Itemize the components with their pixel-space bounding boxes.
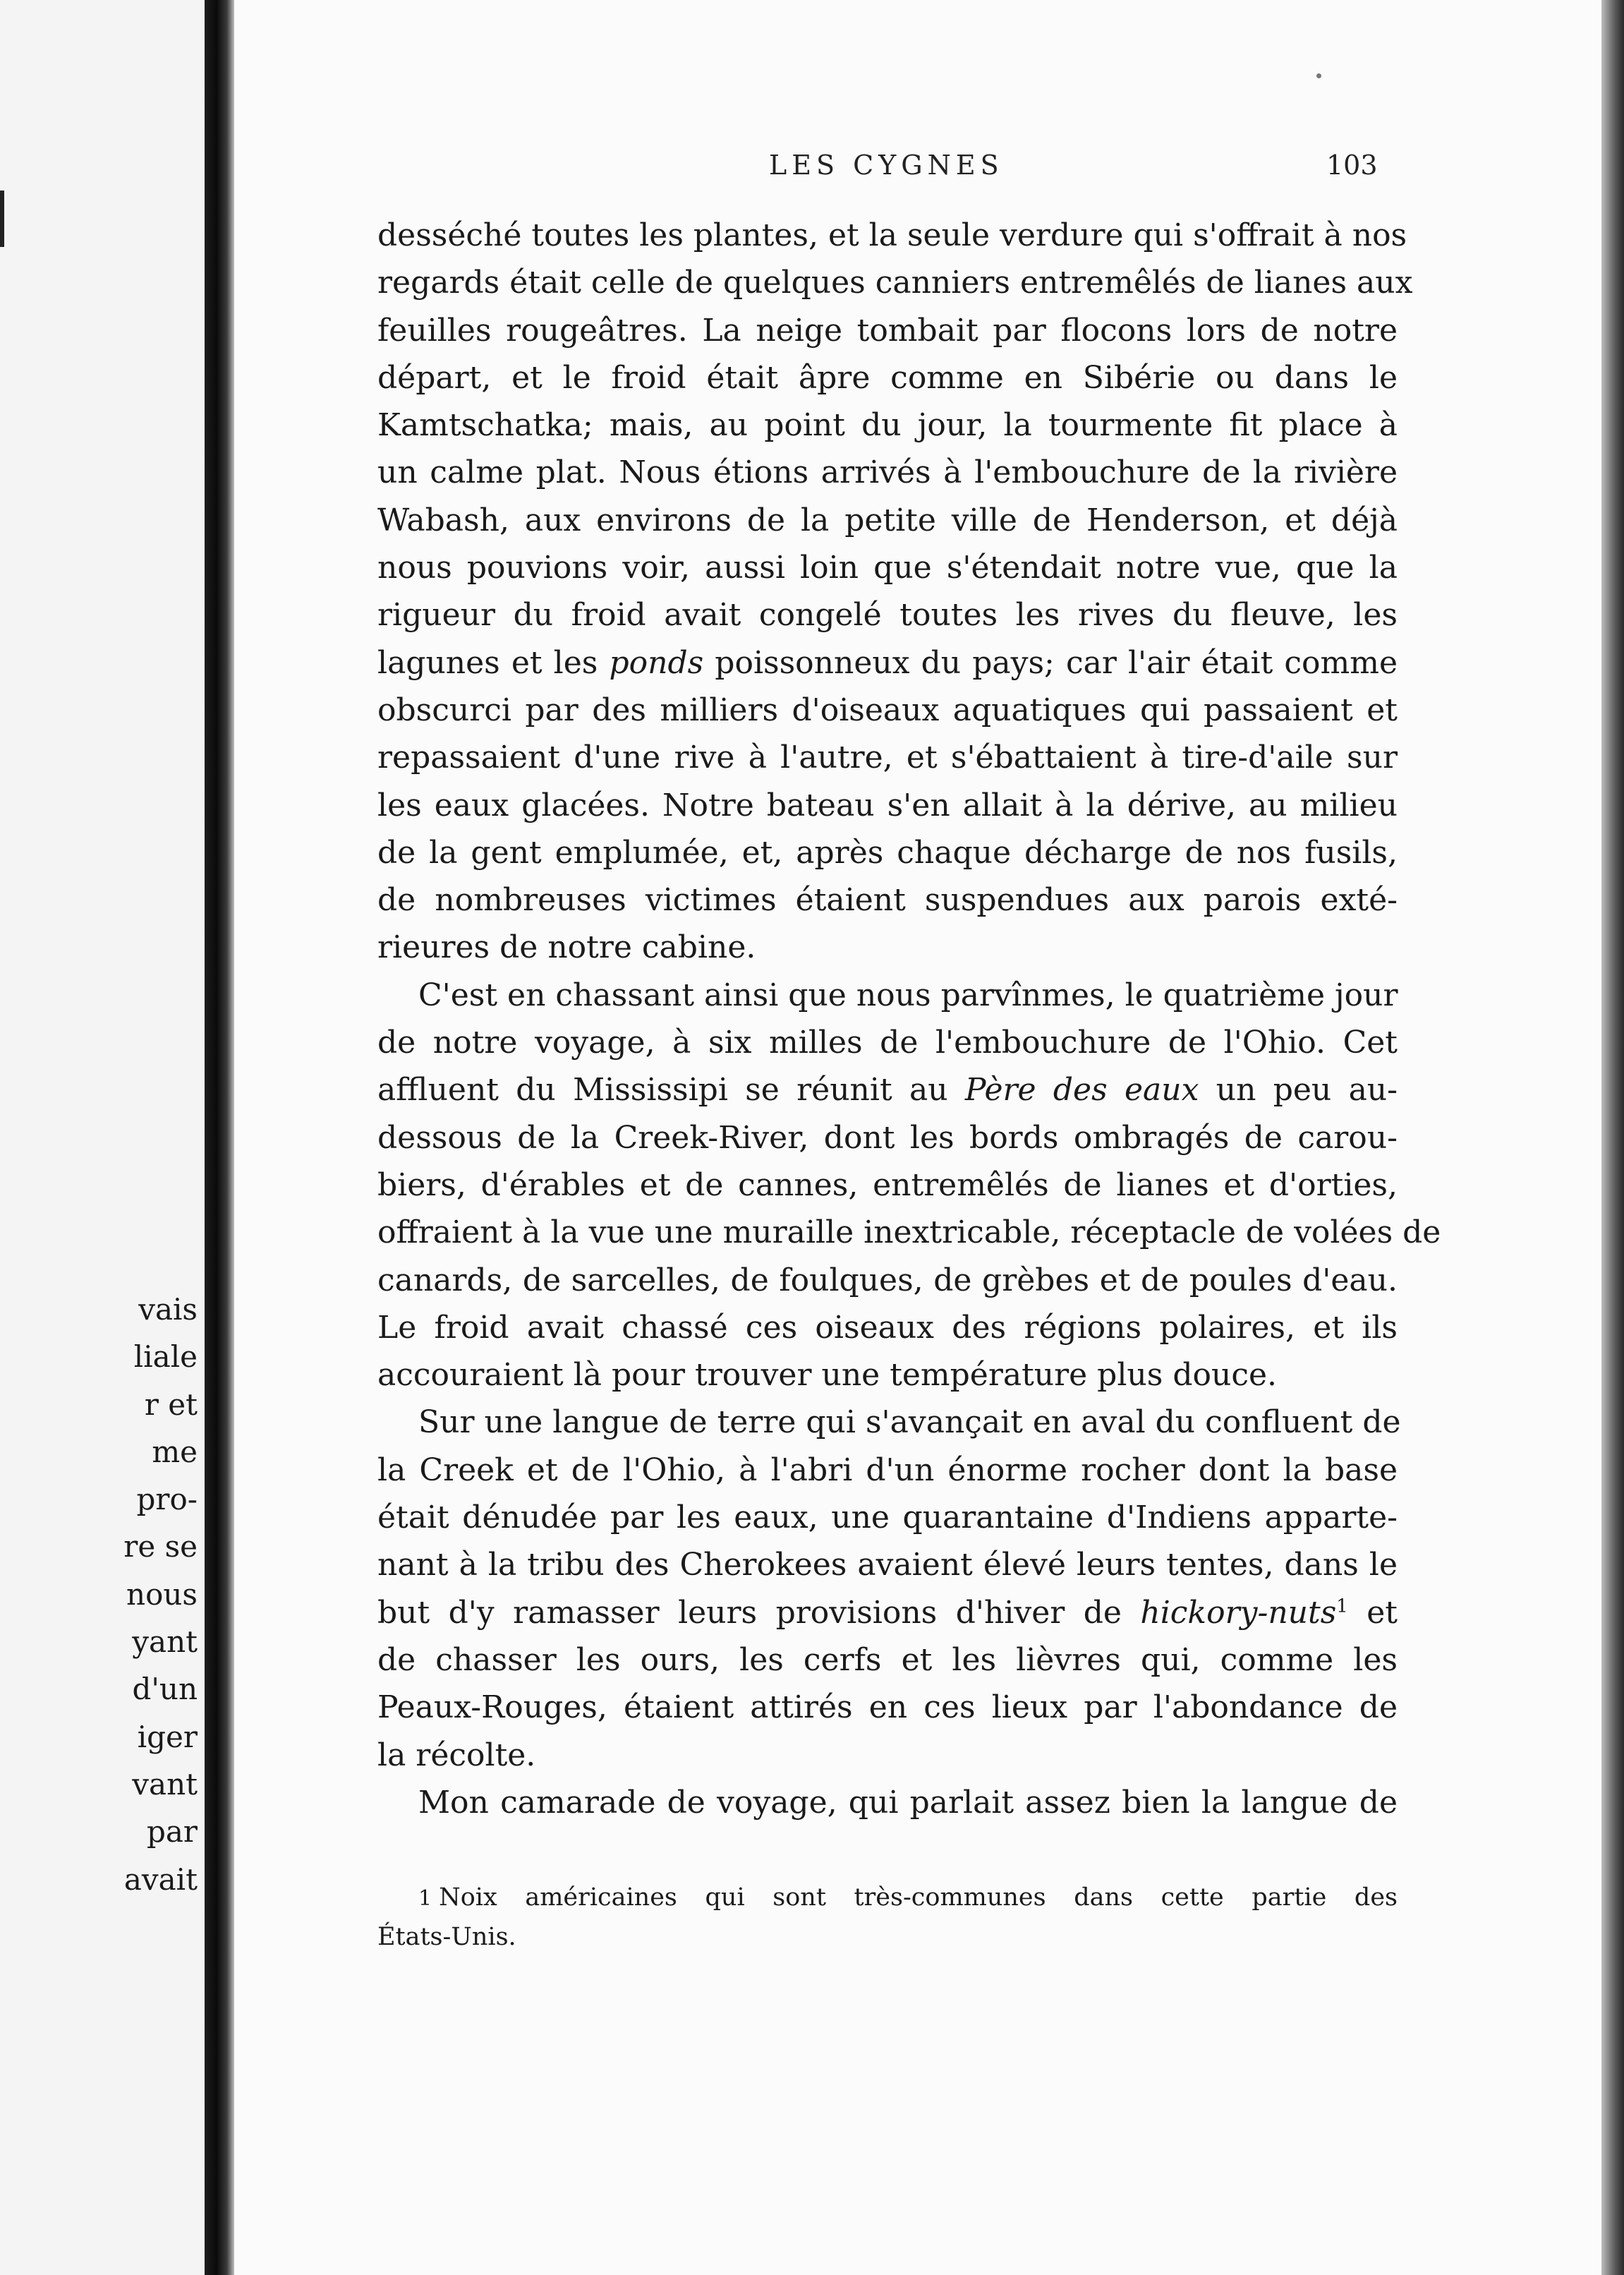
text-run: et (1347, 1594, 1398, 1631)
footnote-number: 1 (418, 1886, 432, 1911)
footnote-line: États-Unis. (377, 1923, 516, 1951)
page-edge-shadow (1601, 0, 1624, 2275)
page-number: 103 (1326, 150, 1378, 181)
text-line: obscurci par des milliers d'oiseaux aquatiques qui passaient et (377, 692, 1398, 728)
facing-page-fragment: nous (126, 1576, 198, 1612)
facing-page-fragment: par (146, 1814, 198, 1849)
text-line: rigueur du froid avait congelé toutes les rives du fleuve, les (377, 597, 1398, 634)
facing-page-edge-mark (0, 191, 4, 247)
book-gutter (205, 0, 234, 2275)
text-line: Kamtschatka; mais, au point du jour, la tourmente fit place à (377, 407, 1398, 444)
text-line: les eaux glacées. Notre bateau s'en allait à la dérive, au milieu (377, 787, 1398, 823)
text-line: Sur une langue de terre qui s'avançait en aval du confluent de (418, 1404, 1401, 1441)
body-text (377, 212, 1441, 1826)
text-run: but d'y ramasser leurs provisions d'hiver de (377, 1594, 1141, 1631)
text-run: lagunes et les (377, 644, 610, 681)
facing-page (0, 0, 205, 2275)
facing-page-fragment: r et (144, 1387, 198, 1422)
text-line: nant à la tribu des Cherokees avaient élevé leurs tentes, dans le (377, 1547, 1398, 1583)
text-line: C'est en chassant ainsi que nous parvînmes, le quatrième jour (418, 977, 1398, 1013)
text-line: la Creek et de l'Ohio, à l'abri d'un énorme rocher dont la base (377, 1452, 1398, 1488)
text-line (377, 1589, 1398, 1636)
facing-page-fragment: vais (138, 1292, 198, 1327)
footnote-text: Noix américaines qui sont très-communes dans cette partie des (439, 1883, 1398, 1912)
text-line: Le froid avait chassé ces oiseaux des régions polaires, et ils (377, 1309, 1398, 1346)
facing-page-fragment: yant (132, 1624, 198, 1660)
text-line: départ, et le froid était âpre comme en Sibérie ou dans le (377, 359, 1398, 396)
text-line: accouraient là pour trouver une température plus douce. (377, 1357, 1277, 1394)
text-line: Mon camarade de voyage, qui parlait assez bien la langue de (418, 1784, 1398, 1821)
footnote-reference[interactable]: 1 (1336, 1595, 1348, 1617)
facing-page-fragment: d'un (132, 1672, 198, 1707)
text-line: regards était celle de quelques canniers entremêlés de lianes aux (377, 265, 1413, 301)
text-line: nous pouvions voir, aussi loin que s'étendait notre vue, que la (377, 550, 1398, 586)
facing-page-fragment: re se (123, 1529, 198, 1564)
italic-term: ponds (609, 644, 704, 681)
italic-term: hickory-nuts (1140, 1594, 1337, 1631)
text-line: dessous de la Creek-River, dont les bords ombragés de carou- (377, 1119, 1398, 1156)
text-line: offraient à la vue une muraille inextricable, réceptacle de volées de (377, 1214, 1441, 1251)
text-line: un calme plat. Nous étions arrivés à l'embouchure de la rivière (377, 454, 1398, 491)
text-line: repassaient d'une rive à l'autre, et s'ébattaient à tire-d'aile sur (377, 740, 1398, 776)
facing-page-fragment: iger (137, 1719, 198, 1754)
text-line: Wabash, aux environs de la petite ville de Henderson, et déjà (377, 502, 1398, 538)
footnote-line (377, 1878, 1398, 1918)
text-line: de nombreuses victimes étaient suspendues aux parois exté- (377, 882, 1398, 919)
text-line (377, 639, 1398, 687)
italic-term: Père des eaux (964, 1072, 1199, 1109)
text-line: desséché toutes les plantes, et la seule verdure qui s'offrait à nos (377, 217, 1407, 253)
facing-page-fragment: me (152, 1434, 198, 1469)
text-run: poissonneux du pays; car l'air était comme (703, 644, 1398, 681)
footnote (377, 1878, 1398, 1956)
text-line: Peaux-Rouges, étaient attirés en ces lieux par l'abondance de (377, 1689, 1398, 1726)
text-line: canards, de sarcelles, de foulques, de grèbes et de poules d'eau. (377, 1262, 1398, 1298)
text-line: était dénudée par les eaux, une quarantaine d'Indiens apparte- (377, 1499, 1398, 1536)
text-line: feuilles rougeâtres. La neige tombait par flocons lors de notre (377, 312, 1398, 349)
text-line: de chasser les ours, les cerfs et les lièvres qui, comme les (377, 1641, 1398, 1678)
text-line: biers, d'érables et de cannes, entremêlés de lianes et d'orties, (377, 1166, 1398, 1203)
text-line: la récolte. (377, 1737, 536, 1773)
paper-speck (1316, 73, 1321, 78)
text-run: affluent du Mississipi se réunit au (377, 1072, 965, 1109)
text-line: rieures de notre cabine. (377, 929, 756, 966)
facing-page-fragment: pro- (136, 1482, 198, 1517)
facing-page-fragment: avait (123, 1861, 198, 1897)
text-line: de notre voyage, à six milles de l'embouchure de l'Ohio. Cet (377, 1025, 1398, 1061)
text-line: de la gent emplumée, et, après chaque décharge de nos fusils, (377, 834, 1398, 871)
text-line (377, 1066, 1398, 1114)
text-run: un peu au- (1199, 1072, 1398, 1109)
facing-page-fragment: liale (133, 1339, 198, 1375)
facing-page-text-fragments (123, 1286, 198, 1903)
running-head: LES CYGNES (769, 150, 1004, 181)
facing-page-fragment: vant (132, 1766, 198, 1802)
